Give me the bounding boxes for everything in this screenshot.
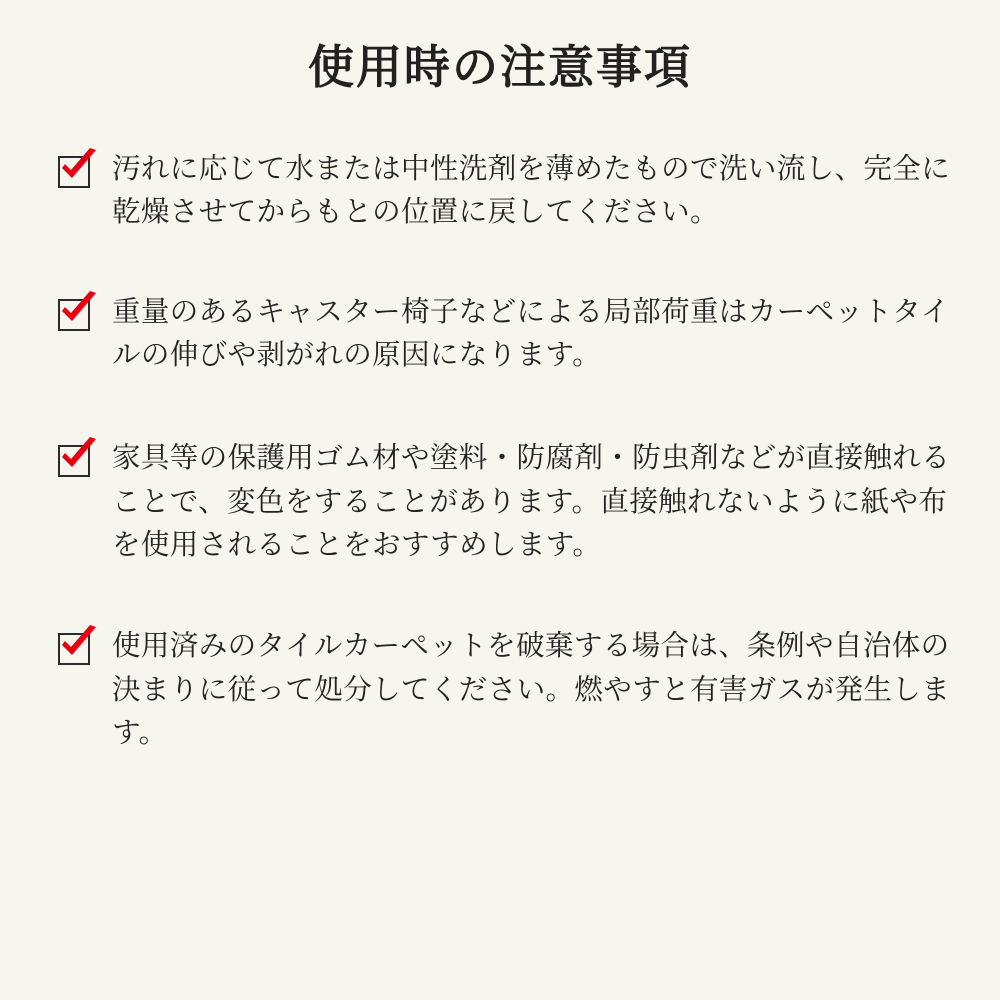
checkbox-checked-icon bbox=[58, 443, 96, 481]
list-item-text: 汚れに応じて水または中性洗剤を薄めたもので洗い流し、完全に乾燥させてからもとの位置に戻してください。 bbox=[112, 153, 951, 229]
list-item bbox=[58, 148, 958, 235]
checkbox-checked-icon bbox=[58, 297, 96, 335]
checkbox-checked-icon bbox=[58, 631, 96, 669]
list-item bbox=[58, 437, 958, 567]
list-item bbox=[58, 291, 958, 378]
list-item bbox=[58, 625, 958, 755]
list-item-text: 重量のあるキャスター椅子などによる局部荷重はカーペットタイルの伸びや剥がれの原因になります。 bbox=[112, 295, 950, 371]
list-item-text: 使用済みのタイルカーペットを破棄する場合は、条例や自治体の決まりに従って処分してください。燃やすと有害ガスが発生します。 bbox=[112, 630, 951, 749]
list-item-text: 家具等の保護用ゴム材や塗料・防腐剤・防虫剤などが直接触れることで、変色をすることがあります。直接触れないように紙や布を使用されることをおすすめします。 bbox=[112, 442, 951, 561]
checkbox-checked-icon bbox=[58, 154, 96, 192]
page-title: 使用時の注意事項 bbox=[308, 41, 692, 93]
notice-list bbox=[58, 148, 958, 799]
